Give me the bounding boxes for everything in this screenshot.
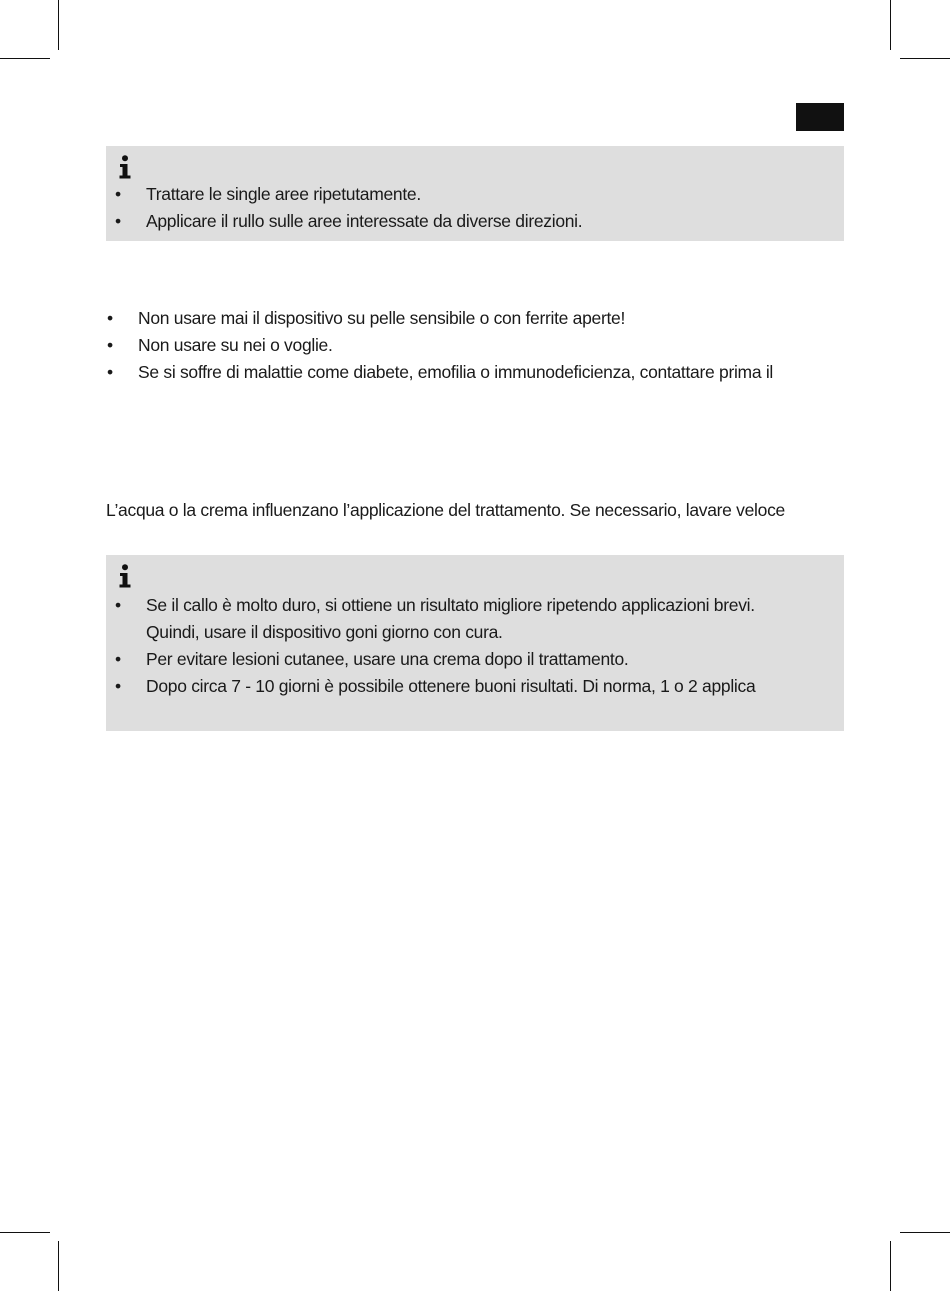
info-icon: [118, 155, 132, 179]
crop-mark-top-left-vertical: [58, 0, 59, 50]
crop-mark-bottom-right-horizontal: [900, 1232, 950, 1233]
list-item-text: Se si soffre di malattie come diabete, emofilia o immunodeficienza, contattare prima il: [138, 362, 774, 382]
list-item: [115, 592, 755, 619]
list-item: [115, 181, 582, 208]
bullet: •: [115, 595, 121, 615]
bullet: •: [115, 676, 121, 696]
crop-mark-top-right-horizontal: [900, 58, 950, 59]
list-item-text: Non usare mai il dispositivo su pelle sensibile o con ferrite aperte!: [138, 308, 626, 328]
list-item-text: Non usare su nei o voglie.: [138, 335, 333, 355]
list-item: [107, 359, 774, 386]
list-item-continuation: [146, 619, 755, 646]
note-box: [106, 555, 844, 731]
bullet: •: [115, 211, 121, 231]
bullet: •: [107, 362, 113, 382]
list-item-text: Dopo circa 7 - 10 giorni è possibile ottenere buoni risultati. Di norma, 1 o 2 applica: [146, 676, 756, 696]
crop-mark-bottom-left-vertical: [58, 1241, 59, 1291]
crop-mark-bottom-left-horizontal: [0, 1232, 50, 1233]
warning-list: [107, 305, 774, 386]
list-item: [115, 673, 756, 700]
note-list: [115, 592, 756, 700]
crop-mark-top-right-vertical: [890, 0, 891, 50]
list-item-text: Se il callo è molto duro, si ottiene un risultato migliore ripetendo applicazioni brevi.: [146, 595, 755, 615]
list-item: [107, 305, 773, 332]
list-item-text: Per evitare lesioni cutanee, usare una crema dopo il trattamento.: [146, 649, 629, 669]
section-tab: [796, 103, 844, 131]
list-item-text: Applicare il rullo sulle aree interessate da diverse direzioni.: [146, 211, 583, 231]
list-item: [107, 332, 773, 359]
bullet: •: [115, 184, 121, 204]
list-item-text: Quindi, usare il dispositivo goni giorno con cura.: [146, 622, 503, 642]
crop-mark-bottom-right-vertical: [890, 1241, 891, 1291]
body-paragraph: L’acqua o la crema influenzano l’applicazione del trattamento. Se necessario, lavare veloce: [106, 500, 785, 520]
list-item: [115, 646, 755, 673]
crop-mark-top-left-horizontal: [0, 58, 50, 59]
list-item-text: Trattare le single aree ripetutamente.: [146, 184, 421, 204]
bullet: •: [115, 649, 121, 669]
info-icon: [118, 564, 132, 588]
note-box: [106, 146, 844, 241]
bullet: •: [107, 335, 113, 355]
note-list: [115, 181, 583, 235]
list-item: [115, 208, 583, 235]
bullet: •: [107, 308, 113, 328]
